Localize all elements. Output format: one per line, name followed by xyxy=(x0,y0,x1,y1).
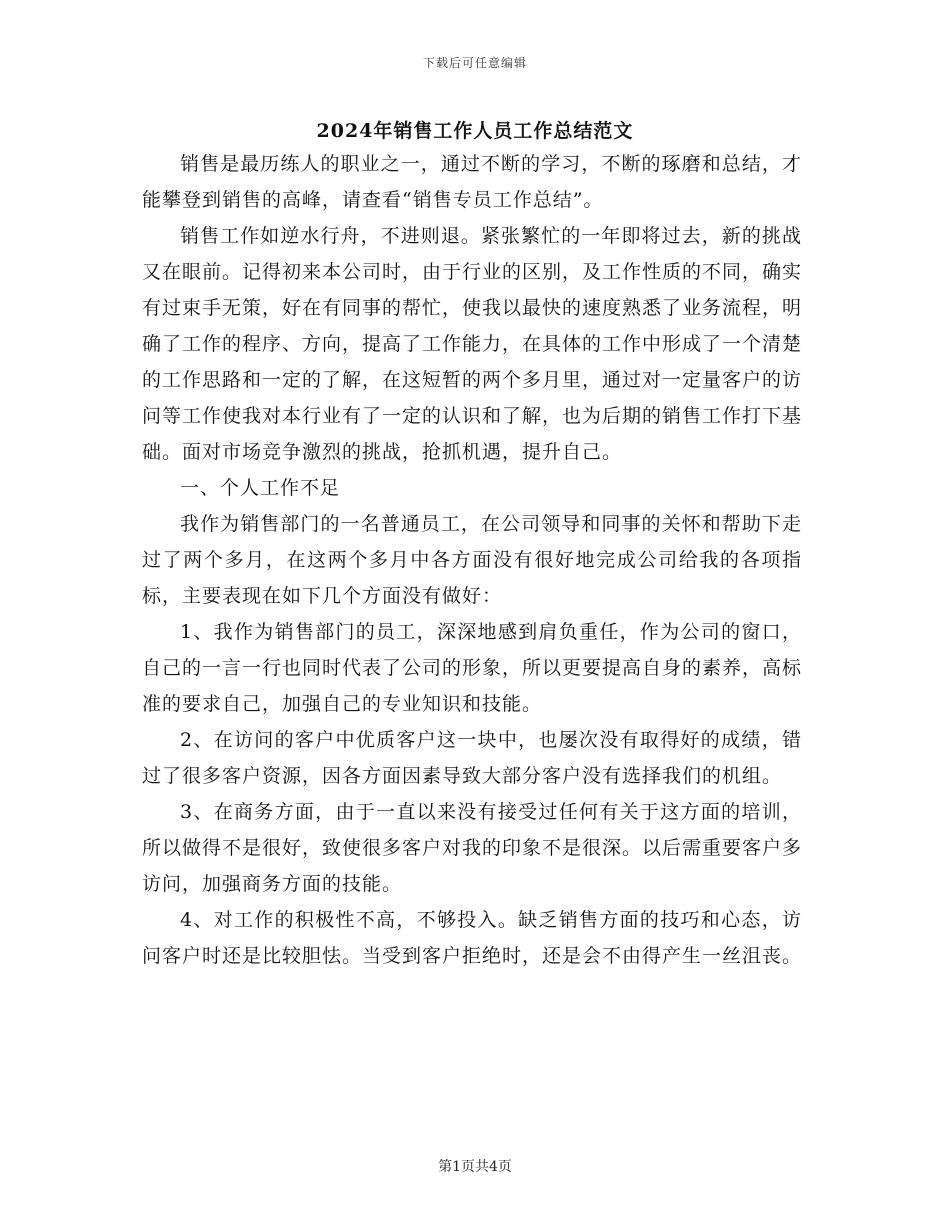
list-item-3: 3、在商务方面，由于一直以来没有接受过任何有关于这方面的培训，所以做得不是很好，致使很多客户对我的印象不是很深。以后需重要客户多访问，加强商务方面的技能。 xyxy=(142,801,803,895)
paragraph-intro: 销售是最历练人的职业之一，通过不断的学习，不断的琢磨和总结，才能攀登到销售的高峰，请查看“销售专员工作总结”。 xyxy=(142,153,802,211)
list-item-2: 2、在访问的客户中优质客户这一块中，也屡次没有取得好的成绩，错过了很多客户资源，因各方面因素导致大部分客户没有选择我们的机组。 xyxy=(142,729,802,787)
document-title: 2024年销售工作人员工作总结范文 xyxy=(316,120,634,142)
paragraph-overview: 销售工作如逆水行舟，不进则退。紧张繁忙的一年即将过去，新的挑战又在眼前。记得初来本公司时，由于行业的区别，及工作性质的不同，确实有过束手无策，好在有同事的帮忙，使我以最快的速度熟悉了业务流程，明确了工作的程序、方向，提高了工作能力，在具体的工作中形成了一个清楚的工作思路和一定的了解，在这短暂的两个多月里，通过对一定量客户的访问等工作使我对本行业有了一定的认识和了解，也为后期的销售工作打下基础。面对市场竞争激烈的挑战，抢抓机遇，提升自己。 xyxy=(142,225,803,463)
list-item-1: 1、我作为销售部门的员工，深深地感到肩负重任，作为公司的窗口，自己的一言一行也同时代表了公司的形象，所以更要提高自身的素养，高标准的要求自己，加强自己的专业知识和技能。 xyxy=(142,621,803,715)
document-body xyxy=(142,146,802,974)
section-heading-shortcomings: 一、个人工作不足 xyxy=(180,477,341,499)
paragraph-shortcomings-intro: 我作为销售部门的一名普通员工，在公司领导和同事的关怀和帮助下走过了两个多月，在这两个多月中各方面没有很好地完成公司给我的各项指标，主要表现在如下几个方面没有做好： xyxy=(142,513,802,607)
header-note: 下载后可任意编辑 xyxy=(422,56,527,70)
list-item-4: 4、对工作的积极性不高，不够投入。缺乏销售方面的技巧和心态，访问客户时还是比较胆怯。当受到客户拒绝时，还是会不由得产生一丝沮丧。 xyxy=(142,909,803,967)
page-number-footer: 第1页共4页 xyxy=(438,1159,512,1175)
